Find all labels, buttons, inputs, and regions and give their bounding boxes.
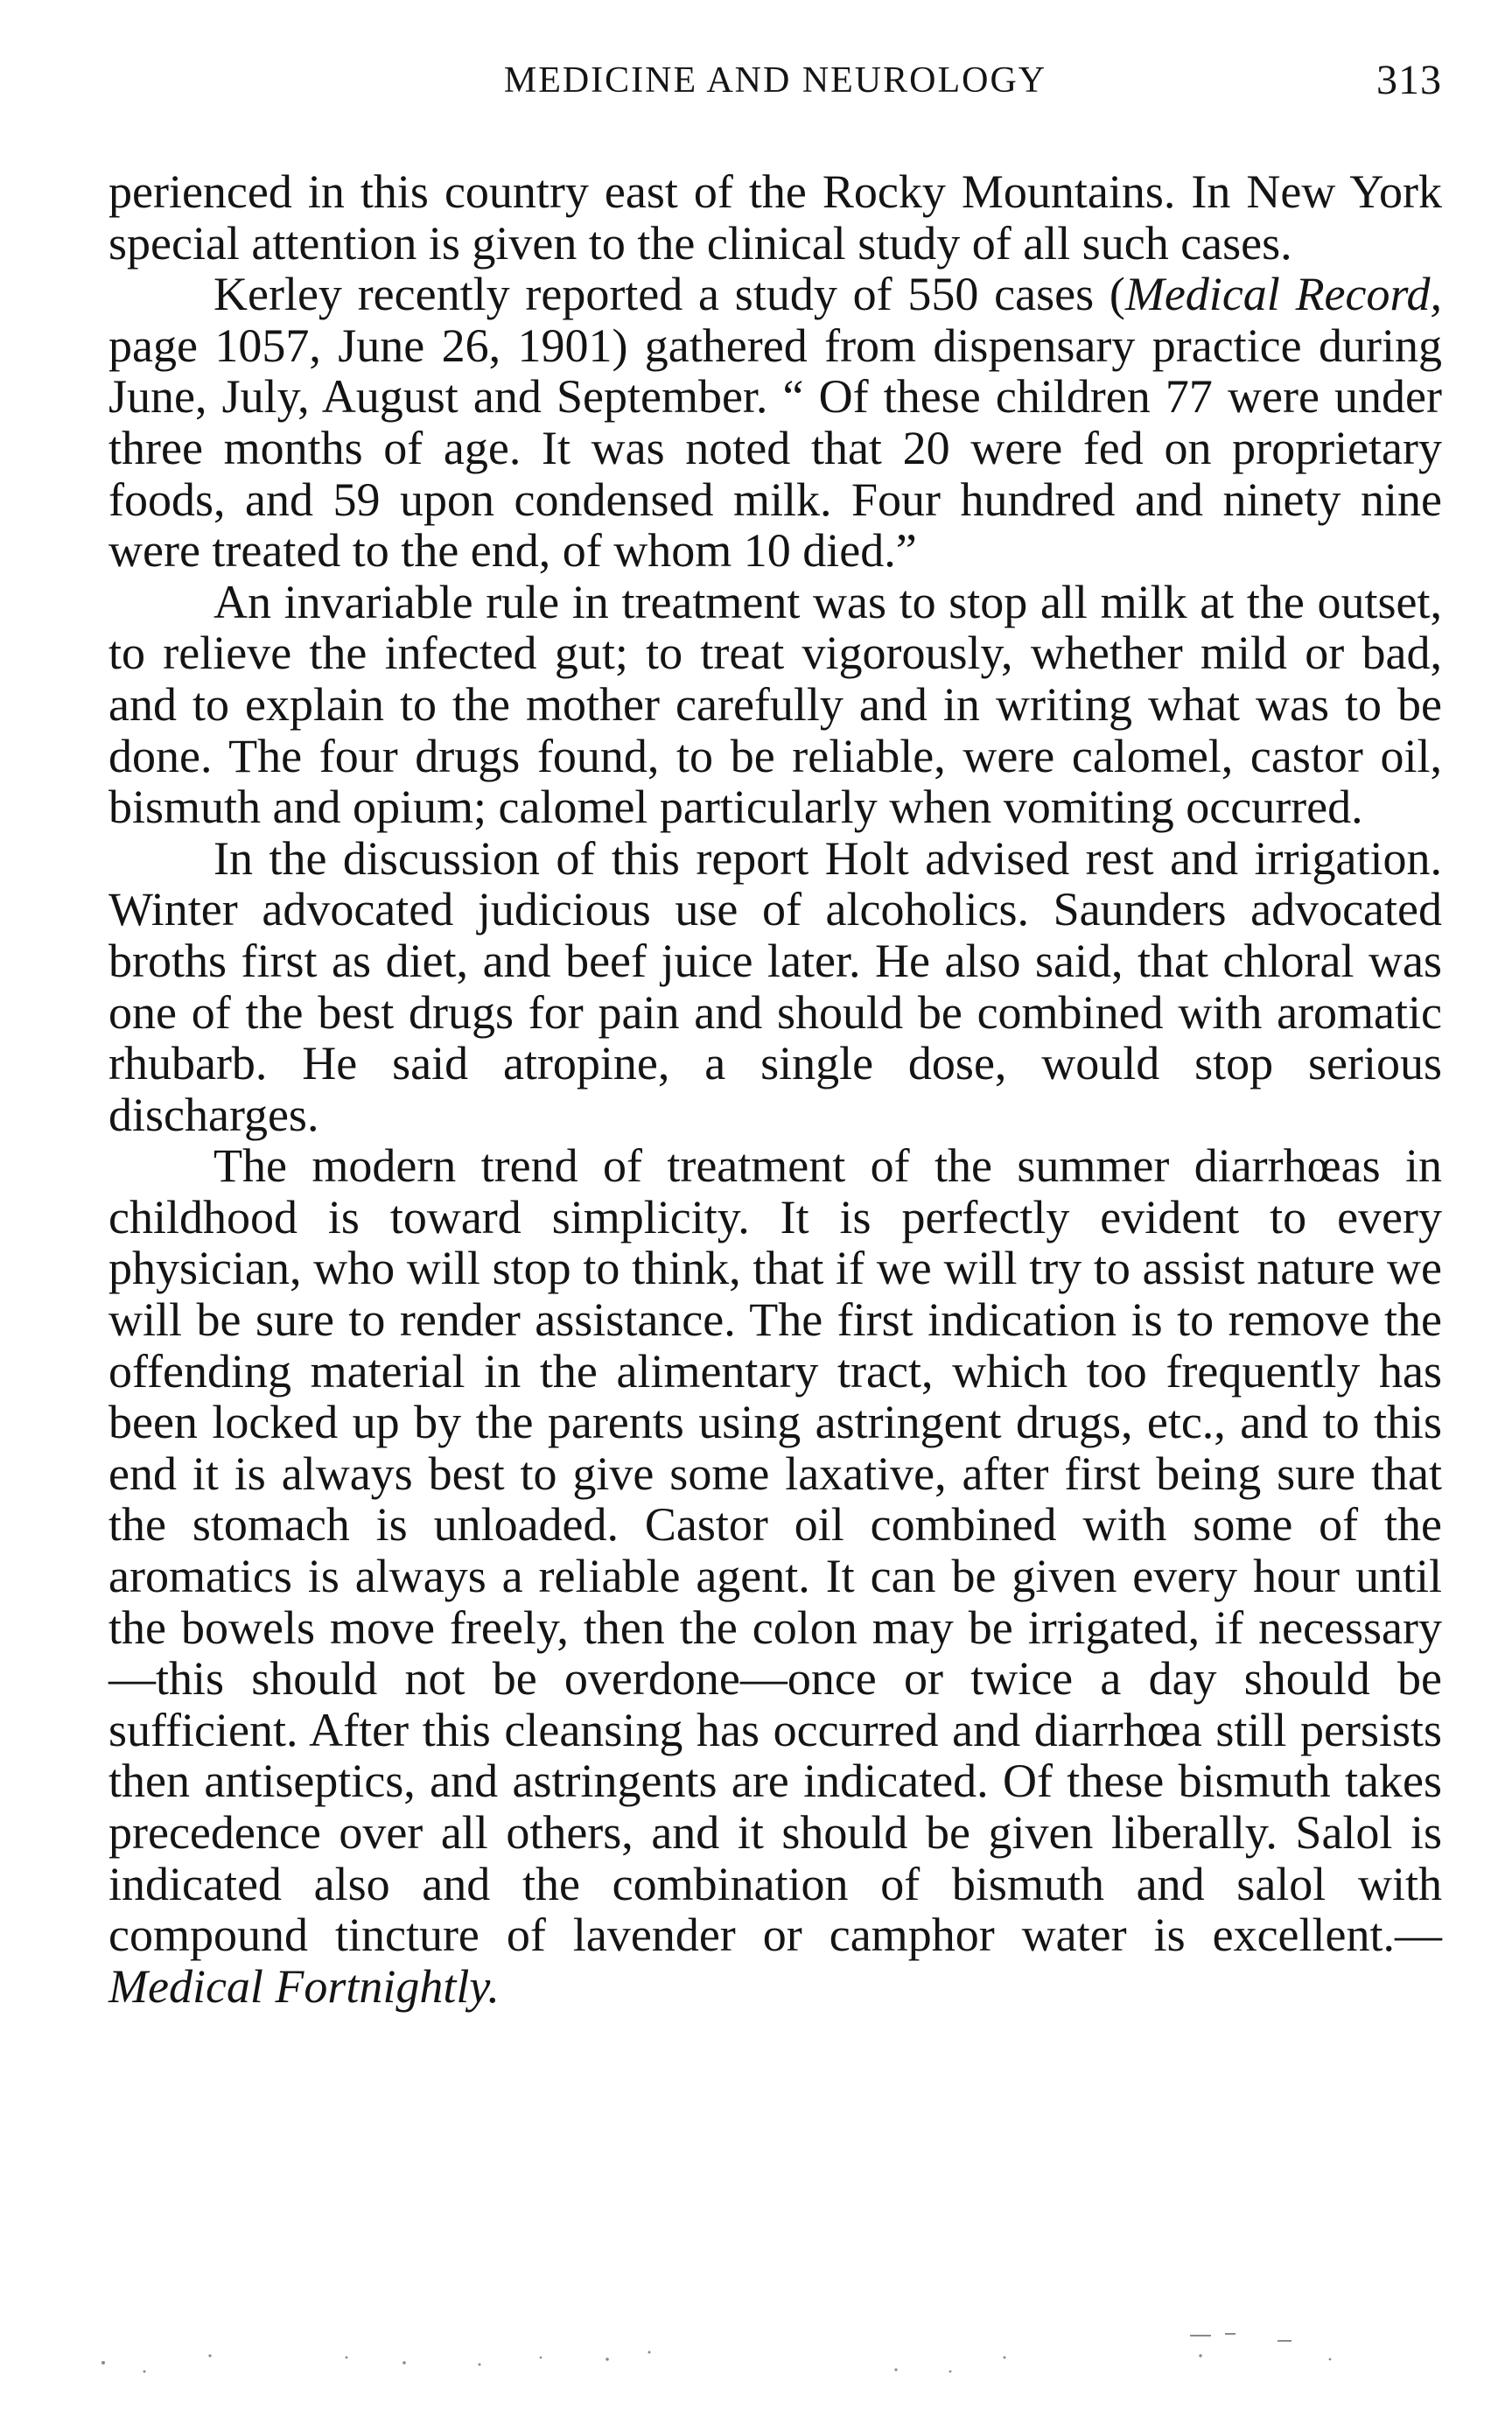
print-specks (0, 2333, 1512, 2394)
paragraph-treatment-rule: An invariable rule in treatment was to stop all milk at the outset, to relieve the infected gut; to treat vigorously, whether mild or bad, and to explain to the mother carefully and in writing what was to be done. The four drugs found, to be reliable, were calomel, castor oil, bismuth and opium; calomel particularly when vomiting occurred. (108, 575, 1442, 834)
kerley-text-after-citation: page 1057, June 26, 1901) gathered from dispensary practice during June, July, August and September. “ Of these children 77 were under three months of age. It was noted that 20 were fed on proprietary foods, and 59 upon condensed milk. Four hundred and ninety nine were treated to the end, of whom 10 died.” (108, 319, 1442, 578)
paragraph-continuation: perienced in this country east of the Rocky Mountains. In New York special attention is given to the clinical study of all such cases. (108, 165, 1442, 270)
citation-journal-title: Medical Record, (1124, 268, 1442, 321)
page-number: 313 (1376, 57, 1442, 103)
kerley-text-before-citation: Kerley recently reported a study of 550 cases ( (214, 268, 1125, 321)
paragraph-modern-trend (108, 1140, 1442, 2012)
running-title: MEDICINE AND NEUROLOGY (503, 60, 1047, 101)
source-journal-title: Medical Fortnightly. (108, 1959, 500, 2013)
running-head (108, 56, 1442, 117)
body-text (108, 166, 1442, 2012)
book-page (108, 56, 1442, 2384)
paragraph-kerley-study (108, 269, 1442, 577)
paragraph-discussion: In the discussion of this report Holt advised rest and irrigation. Winter advocated judicious use of alcoholics. Saunders advocated broths first as diet, and beef juice later. He also said, that chloral was one of the best drugs for pain and should be combined with aromatic rhubarb. He said atropine, a single dose, would stop serious discharges. (108, 831, 1442, 1141)
modern-trend-text: The modern trend of treatment of the summer diarrhœas in childhood is toward simplicity. It is perfectly evident to every physician, who will stop to think, that if we will try to assist nature we will be sure to render assistance. The first indication is to remove the offending material in the alimentary tract, which too frequently has been locked up by the parents using astringent drugs, etc., and to this end it is always best to give some laxative, after first being sure that the stomach is unloaded. Castor oil combined with some of the aromatics is always a reliable agent. It can be given every hour until the bowels move freely, then the colon may be irrigated, if necessary—this should not be overdone—once or twice a day should be sufficient. After this cleansing has occurred and diarrhœa still persists then antiseptics, and astringents are indicated. Of these bismuth takes precedence over all others, and it should be given liberally. Salol is indicated also and the combination of bismuth and salol with compound tincture of lavender or camphor water is excellent.— (108, 1139, 1442, 1962)
